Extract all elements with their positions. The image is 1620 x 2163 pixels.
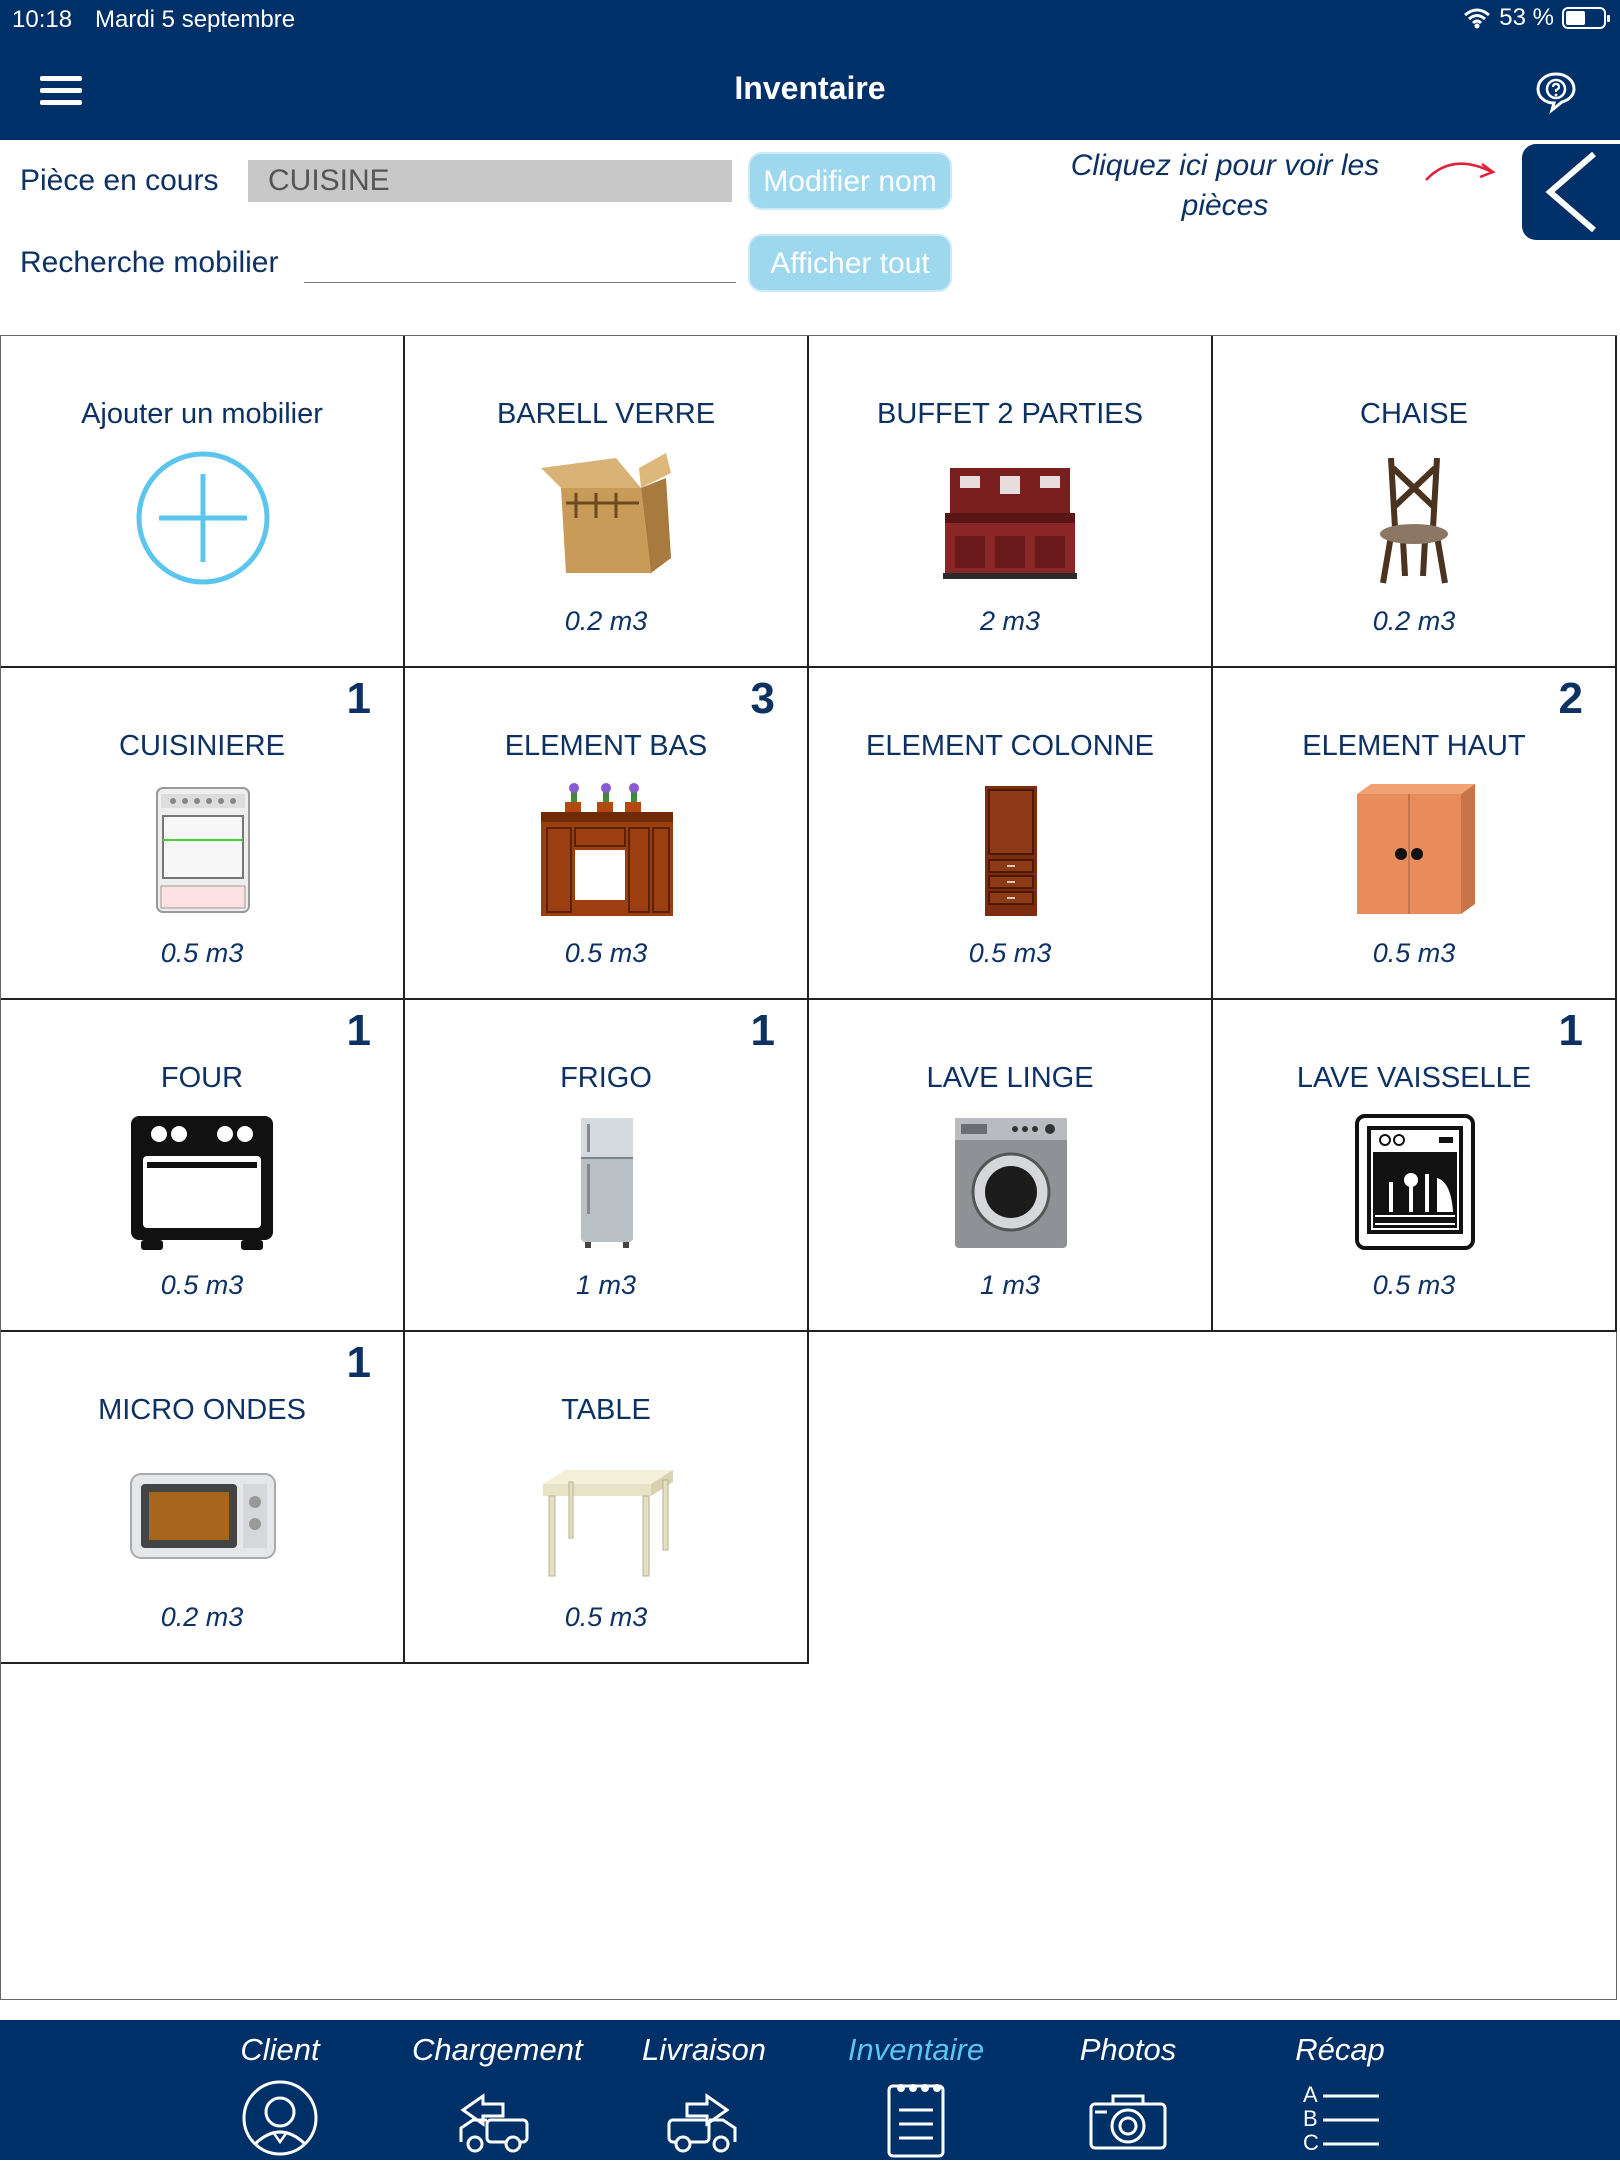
add-item-label: Ajouter un mobilier [81,398,323,430]
tab-camera[interactable] [1048,2020,1208,2160]
battery-icon [1562,7,1606,29]
help-chat-icon[interactable] [1532,68,1580,116]
furniture-item-name: LAVE VAISSELLE [1296,1062,1532,1094]
furniture-item-cell[interactable] [809,1000,1213,1332]
tab-label: Récap [1295,2032,1385,2067]
furniture-item-volume: 0.5 m3 [1372,938,1456,968]
add-item-cell[interactable] [1,336,405,668]
piece-name-field[interactable]: CUISINE [248,160,732,202]
furniture-grid [0,335,1617,2000]
tab-recap[interactable] [1260,2020,1420,2160]
furniture-item-volume: 1 m3 [979,1270,1041,1300]
furniture-item-cell[interactable] [405,1000,809,1332]
hint-arrow-icon [1422,154,1498,188]
svg-text:C: C [1303,2130,1319,2155]
battery-percent: 53 % [1499,4,1554,31]
furniture-item-volume: 0.2 m3 [1372,606,1456,636]
search-input[interactable] [304,236,736,283]
inventory-icon [871,2076,961,2158]
page-title: Inventaire [734,70,886,106]
furniture-item-count: 1 [750,1006,775,1055]
status-bar [0,0,1620,40]
furniture-item-cell[interactable] [405,1332,809,1664]
furniture-item-volume: 0.2 m3 [160,1602,244,1632]
delivery-truck-icon [659,2076,749,2158]
furniture-item-name: ELEMENT COLONNE [866,730,1154,762]
chair-icon [1329,448,1499,588]
add-circle-icon[interactable] [135,450,271,586]
tab-label: Inventaire [847,2032,985,2067]
furniture-item-name: LAVE LINGE [926,1062,1094,1094]
microwave-icon [117,1444,287,1584]
piece-label: Pièce en cours [20,164,219,197]
furniture-item-name: FRIGO [560,1062,652,1094]
loading-truck-icon [447,2076,537,2158]
furniture-item-name: MICRO ONDES [98,1394,306,1426]
furniture-item-name: BUFFET 2 PARTIES [877,398,1143,430]
furniture-item-name: ELEMENT BAS [504,730,708,762]
column-cabinet-icon [925,780,1095,920]
wifi-icon [1463,7,1491,29]
furniture-item-volume: 0.5 m3 [1372,1270,1456,1300]
rooms-panel-button[interactable] [1522,144,1620,240]
furniture-item-volume: 0.2 m3 [564,606,648,636]
furniture-item-cell[interactable] [405,668,809,1000]
oven-icon [117,1112,287,1252]
furniture-item-count: 2 [1558,674,1583,723]
furniture-item-cell[interactable] [1,668,405,1000]
furniture-item-count: 1 [346,1338,371,1387]
furniture-item-cell[interactable] [1213,668,1617,1000]
rooms-hint: Cliquez ici pour voir les pièces [1070,149,1380,222]
furniture-item-count: 1 [346,674,371,723]
furniture-item-volume: 0.5 m3 [160,938,244,968]
nav-bar [0,40,1620,140]
chevron-left-icon [1522,144,1620,240]
svg-text:A: A [1303,2082,1318,2107]
fridge-icon [521,1112,691,1252]
recap-icon [1295,2076,1385,2158]
tab-label: Chargement [412,2032,583,2067]
furniture-item-volume: 0.5 m3 [160,1270,244,1300]
low-cabinet-icon [521,780,691,920]
washing-machine-icon [925,1112,1095,1252]
tab-loading-truck[interactable] [412,2020,583,2160]
tab-inventory[interactable] [836,2020,996,2160]
furniture-item-cell[interactable] [1213,336,1617,668]
furniture-item-volume: 0.5 m3 [968,938,1052,968]
wall-cabinet-icon [1329,780,1499,920]
search-label: Recherche mobilier [20,246,279,279]
tab-client[interactable] [200,2020,360,2160]
furniture-item-volume: 0.5 m3 [564,1602,648,1632]
furniture-item-cell[interactable] [405,336,809,668]
furniture-item-volume: 1 m3 [575,1270,637,1300]
tab-label: Client [240,2032,320,2067]
dishwasher-icon [1329,1112,1499,1252]
furniture-item-count: 1 [1558,1006,1583,1055]
furniture-item-volume: 2 m3 [979,606,1041,636]
furniture-item-count: 1 [346,1006,371,1055]
stove-icon [117,780,287,920]
show-all-button[interactable]: Afficher tout [748,234,952,292]
inventory-form [0,140,1620,335]
tab-delivery-truck[interactable] [624,2020,784,2160]
status-right [1463,4,1606,32]
modify-name-button[interactable]: Modifier nom [748,152,952,210]
svg-text:B: B [1303,2106,1318,2131]
tab-bar [0,2020,1620,2160]
furniture-item-cell[interactable] [1,1332,405,1664]
furniture-item-name: CUISINIERE [119,730,285,762]
furniture-item-cell[interactable] [809,336,1213,668]
table-icon [521,1444,691,1584]
furniture-item-cell[interactable] [1213,1000,1617,1332]
status-date: Mardi 5 septembre [95,6,296,33]
furniture-item-name: TABLE [561,1394,651,1426]
client-icon [235,2076,325,2158]
furniture-item-cell[interactable] [809,668,1213,1000]
furniture-item-cell[interactable] [1,1000,405,1332]
box-icon [521,448,691,588]
furniture-item-count: 3 [750,674,775,723]
status-time: 10:18 [12,6,73,33]
buffet-icon [925,448,1095,588]
camera-icon [1083,2076,1173,2158]
furniture-item-name: CHAISE [1360,398,1468,430]
furniture-item-name: ELEMENT HAUT [1302,730,1526,762]
furniture-item-name: FOUR [160,1062,244,1094]
tab-label: Livraison [641,2032,767,2067]
tab-label: Photos [1079,2032,1177,2067]
furniture-item-volume: 0.5 m3 [564,938,648,968]
furniture-item-name: BARELL VERRE [496,398,716,430]
